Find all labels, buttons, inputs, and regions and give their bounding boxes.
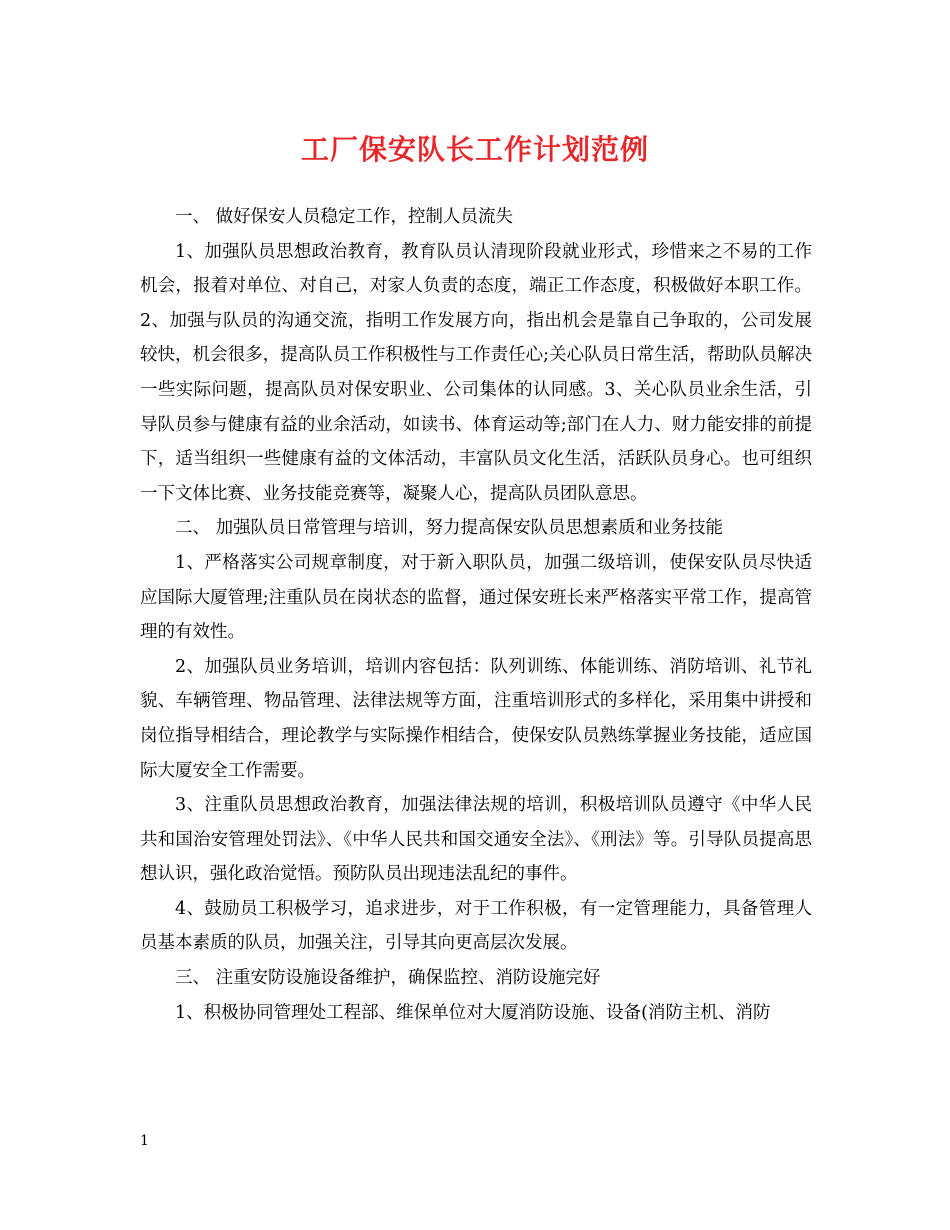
paragraph: 1、严格落实公司规章制度，对于新入职队员，加强二级培训，使保安队员尽快适应国际大厦管理;注重队员在岗状态的监督，通过保安班长来严格落实平常工作，提高管理的有效性。: [140, 552, 812, 643]
paragraph: 2、加强队员业务培训，培训内容包括：队列训练、体能训练、消防培训、礼节礼貌、车辆管理、物品管理、法律法规等方面，注重培训形式的多样化，采用集中讲授和岗位指导相结合，理论教学与实际操作相结合，使保安队员熟练掌握业务技能，适应国际大厦安全工作需要。: [140, 656, 812, 781]
paragraph: 1、加强队员思想政治教育，教育队员认清现阶段就业形式，珍惜来之不易的工作机会，报着对单位、对自己，对家人负责的态度，端正工作态度，积极做好本职工作。 2、加强与队员的沟通交流，指明工作发展方向，指出机会是靠自己争取的，公司发展较快，机会很多，提高队员工作积极性与工作责任心;关心队员日常生活，帮助队员解决一些实际问题，提高队员对保安职业、公司集体的认同感。3、关心队员业余生活，引导队员参与健康有益的业余活动，如读书、体育运动等;部门在人力、财力能安排的前提下，适当组织一些健康有益的文体活动，丰富队员文化生活，活跃队员身心。也可组织一下文体比赛、业务技能竞赛等，凝聚人心，提高队员团队意思。: [140, 241, 812, 504]
section-heading-3: 三、 注重安防设施设备维护，确保监控、消防设施完好: [175, 968, 601, 989]
paragraph: 1、积极协同管理处工程部、维保单位对大厦消防设施、设备(消防主机、消防: [175, 1002, 771, 1023]
paragraph: 4、鼓励员工积极学习，追求进步，对于工作积极，有一定管理能力，具备管理人员基本素质的队员，加强关注，引导其向更高层次发展。: [140, 898, 812, 954]
section-heading-2: 二、 加强队员日常管理与培训，努力提高保安队员思想素质和业务技能: [175, 518, 724, 539]
document-body: [140, 200, 812, 1030]
section-heading-1: 一、 做好保安人员稳定工作，控制人员流失: [175, 207, 514, 227]
paragraph: 3、注重队员思想政治教育，加强法律法规的培训，积极培训队员遵守《中华人民共和国治安管理处罚法》、《中华人民共和国交通安全法》、《刑法》等。引导队员提高思想认识，强化政治觉悟。预防队员出现违法乱纪的事件。: [140, 795, 812, 885]
document-title: 工厂保安队长工作计划范例: [300, 133, 649, 166]
page-number: 1: [140, 1133, 149, 1149]
